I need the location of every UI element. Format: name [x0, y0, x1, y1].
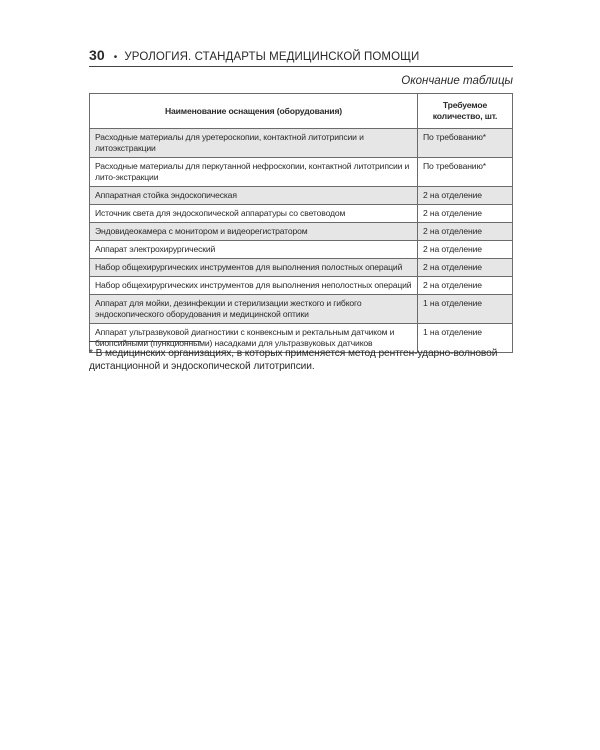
table-row [90, 158, 513, 187]
page-number: 30 [89, 47, 105, 63]
table-row [90, 259, 513, 277]
table-row [90, 295, 513, 324]
table-row [90, 187, 513, 205]
table-header-row [90, 94, 513, 129]
cell-name: Аппаратная стойка эндоскопическая [90, 187, 418, 205]
running-title: УРОЛОГИЯ. СТАНДАРТЫ МЕДИЦИНСКОЙ ПОМОЩИ [124, 51, 420, 63]
running-head [89, 47, 513, 63]
cell-quantity: 2 на отделение [418, 187, 513, 205]
cell-name: Аппарат для мойки, дезинфекции и стерилизации жесткого и гибкого эндоскопического оборудования и медицинской оптики [90, 295, 418, 324]
cell-quantity: 2 на отделение [418, 259, 513, 277]
table-row [90, 129, 513, 158]
equipment-table [89, 93, 513, 353]
cell-name: Расходные материалы для перкутанной нефроскопии, контактной литотрипсии и лито-экстракции [90, 158, 418, 187]
table-row [90, 277, 513, 295]
cell-name: Расходные материалы для уретероскопии, контактной литотрипсии и литоэкстракции [90, 129, 418, 158]
header-rule [89, 66, 513, 67]
cell-quantity: 2 на отделение [418, 205, 513, 223]
cell-quantity: По требованию* [418, 158, 513, 187]
cell-quantity: 2 на отделение [418, 223, 513, 241]
cell-name: Эндовидеокамера с монитором и видеорегистратором [90, 223, 418, 241]
column-header-quantity: Требуемое количество, шт. [418, 94, 513, 129]
footnote-rule [89, 341, 201, 342]
cell-quantity: 2 на отделение [418, 277, 513, 295]
table-row [90, 241, 513, 259]
cell-name: Аппарат электрохирургический [90, 241, 418, 259]
cell-quantity: 1 на отделение [418, 295, 513, 324]
header-bullet: • [113, 52, 118, 63]
cell-quantity: 1 на отделение [418, 324, 513, 353]
cell-name: Аппарат ультразвуковой диагностики с конвексным и ректальным датчиком и биопсийными (пункционными) насадками для ультразвуковых датчиков [90, 324, 418, 353]
footnote: * В медицинских организациях, в которых применяется метод рентген-ударно-волновой дистанционной и эндоскопической литотрипсии. [89, 348, 498, 372]
table-caption: Окончание таблицы [401, 75, 513, 87]
cell-name: Набор общехирургических инструментов для выполнения неполостных операций [90, 277, 418, 295]
cell-name: Набор общехирургических инструментов для выполнения полостных операций [90, 259, 418, 277]
table-row [90, 205, 513, 223]
table-row [90, 223, 513, 241]
cell-name: Источник света для эндоскопической аппаратуры со световодом [90, 205, 418, 223]
cell-quantity: По требованию* [418, 129, 513, 158]
column-header-name: Наименование оснащения (оборудования) [90, 94, 418, 129]
cell-quantity: 2 на отделение [418, 241, 513, 259]
